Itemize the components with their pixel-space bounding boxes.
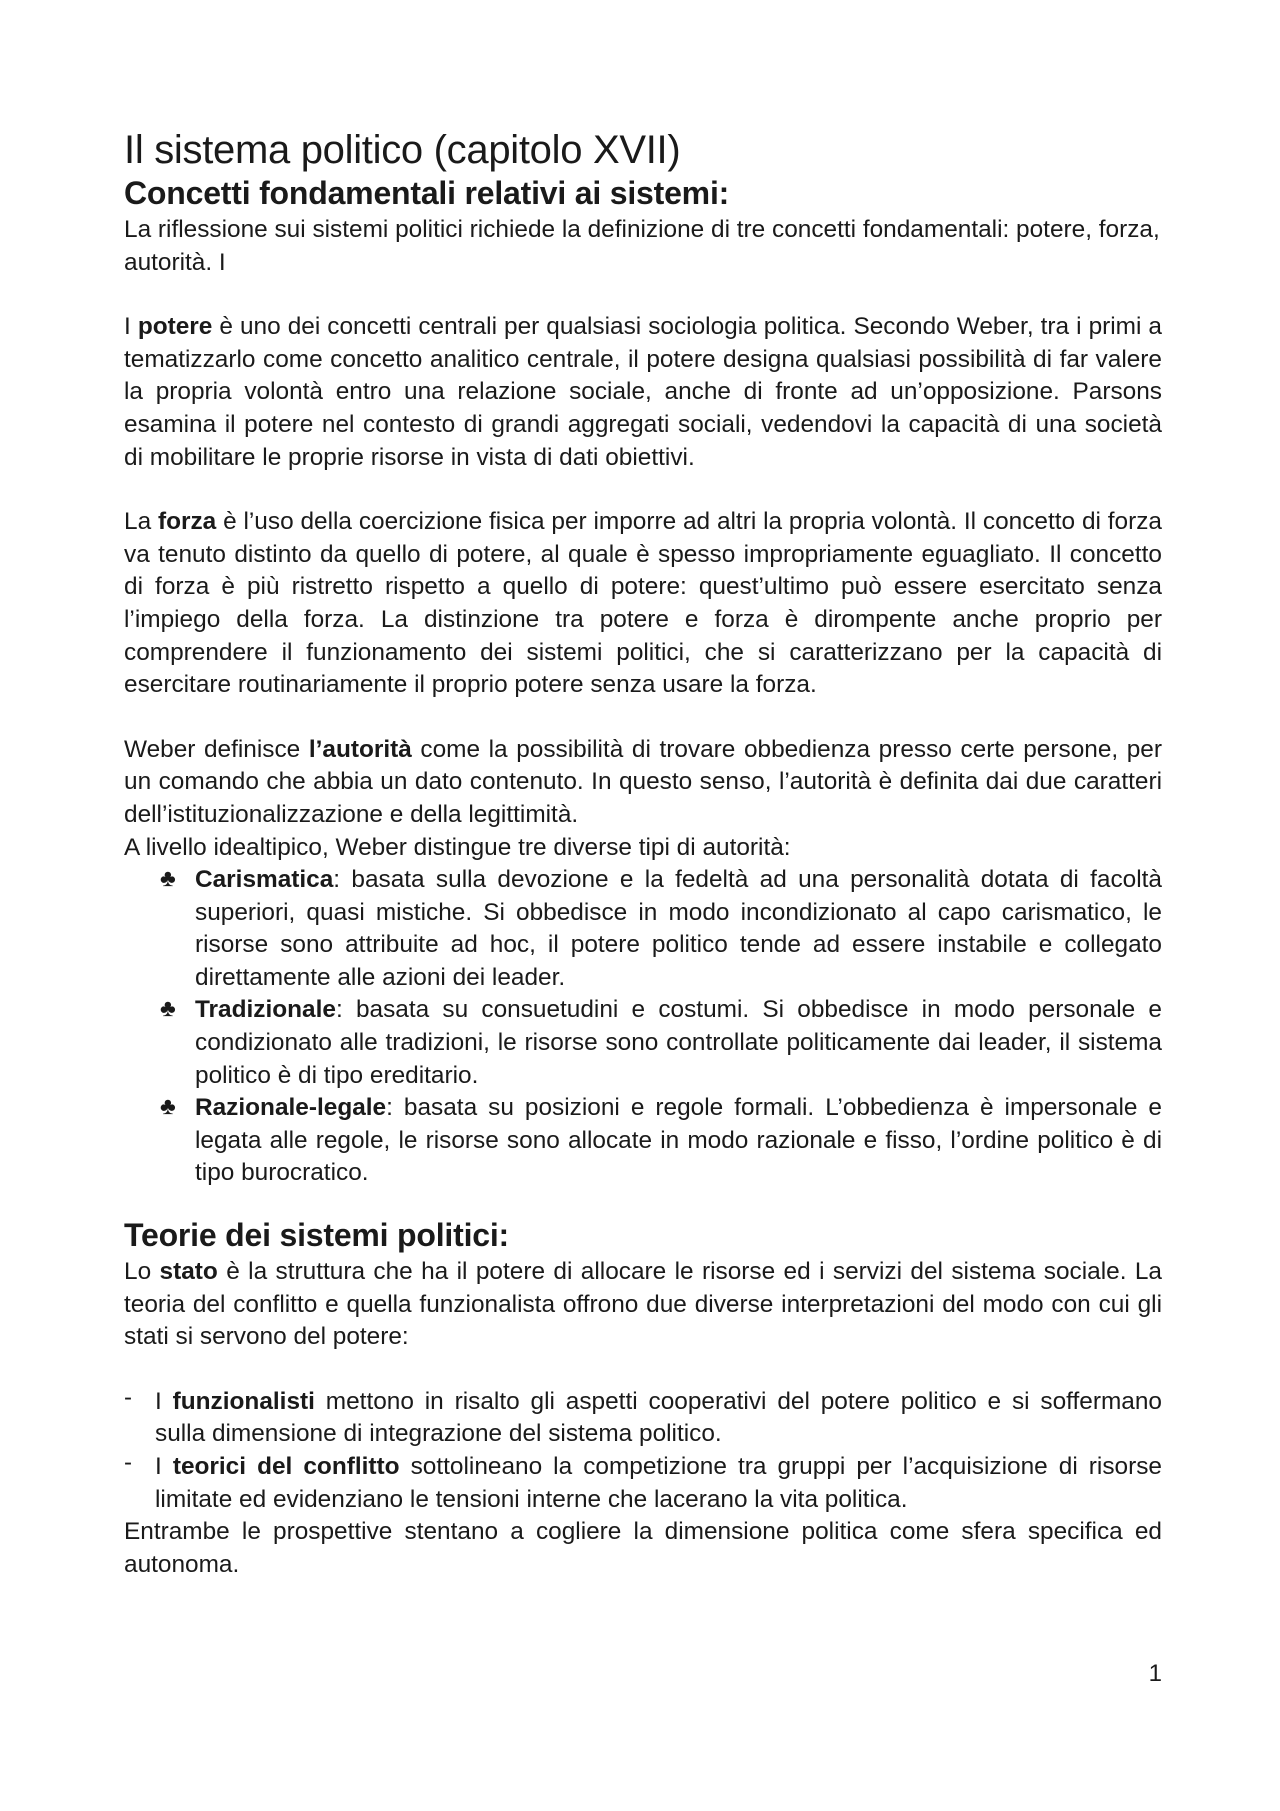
dash-bullet-icon: - [124, 1449, 132, 1476]
section-heading-concetti: Concetti fondamentali relativi ai sistemi: [124, 175, 730, 211]
term-forza: forza [157, 508, 217, 536]
term-autorita: l’autorità [308, 735, 412, 763]
perspectives-list [124, 1383, 1162, 1516]
list-item: ♣ Tradizionale: basata su consuetudini e costumi. Si obbedisce in modo personale e condizionato alle tradizioni, le risorse sono controllate politicamente dai leader, il sistema politico è di tipo ereditario. [160, 995, 1162, 1089]
club-bullet-icon: ♣ [160, 865, 176, 893]
types-intro: A livello idealtipico, Weber distingue tre diverse tipi di autorità: [124, 833, 791, 861]
section-heading-teorie: Teorie dei sistemi politici: [124, 1217, 510, 1254]
club-bullet-icon: ♣ [160, 1093, 176, 1121]
document-page [124, 126, 1162, 1581]
autorita-paragraph: Weber definisce l’autorità come la possibilità di trovare obbedienza presso certe persone, per un comando che abbia un dato contenuto. In questo senso, l’autorità è definita dai due caratteri dell’istituzionalizzazione e della legittimità. [124, 735, 1162, 828]
term-stato: stato [159, 1258, 218, 1286]
intro-paragraph: La riflessione sui sistemi politici richiede la definizione di tre concetti fondamentali: potere, forza, autorità. I [124, 216, 1160, 276]
list-item: - I teorici del conflitto sottolineano la competizione tra gruppi per l’acquisizione di risorse limitate ed evidenziano le tensioni interne che lacerano la vita politica. [124, 1449, 1162, 1513]
club-bullet-icon: ♣ [160, 995, 176, 1023]
conclusion-paragraph: Entrambe le prospettive stentano a cogliere la dimensione politica come sfera specifica ed autonoma. [124, 1518, 1162, 1578]
stato-paragraph: Lo stato è la struttura che ha il potere di allocare le risorse ed i servizi del sistema sociale. La teoria del conflitto e quella funzionalista offrono due diverse interpretazioni del modo con cui gli stati si servono del potere: [124, 1258, 1162, 1351]
term-potere: potere [137, 313, 213, 341]
potere-paragraph: I potere è uno dei concetti centrali per qualsiasi sociologia politica. Secondo Weber, tra i primi a tematizzarlo come concetto analitico centrale, il potere designa qualsiasi possibilità di far valere la propria volontà entro una relazione sociale, anche di fronte ad un’opposizione. Parsons esamina il potere nel contesto di grandi aggregati sociali, vedendovi la capacità di una società di mobilitare le proprie risorse in vista di dati obiettivi. [124, 313, 1162, 471]
forza-paragraph: La forza è l’uso della coercizione fisica per imporre ad altri la propria volontà. Il concetto di forza va tenuto distinto da quello di potere, al quale è spesso impropriamente eguagliato. Il concetto di forza è più ristretto rispetto a quello di potere: quest’ultimo può essere esercitato senza l’impiego della forza. La distinzione tra potere e forza è dirompente anche proprio per comprendere il funzionamento dei sistemi politici, che si caratterizzano per la capacità di esercitare routinariamente il proprio potere senza usare la forza. [124, 508, 1162, 699]
list-item: ♣ Carismatica: basata sulla devozione e la fedeltà ad una personalità dotata di facoltà superiori, quasi mistiche. Si obbedisce in modo incondizionato al capo carismatico, le risorse sono attribuite ad hoc, il potere politico tende ad essere instabile e collegato direttamente alle azioni dei leader. [160, 865, 1162, 991]
list-item: - I funzionalisti mettono in risalto gli aspetti cooperativi del potere politico e si soffermano sulla dimensione di integrazione del sistema politico. [124, 1383, 1162, 1448]
authority-types-list [124, 864, 1162, 1190]
dash-bullet-icon: - [124, 1383, 132, 1411]
page-title: Il sistema politico (capitolo XVII) [124, 128, 681, 172]
page-number: 1 [1148, 1660, 1162, 1687]
list-item: ♣ Razionale-legale: basata su posizioni e regole formali. L’obbedienza è impersonale e legata alle regole, le risorse sono allocate in modo razionale e fisso, l’ordine politico è di tipo burocratico. [160, 1093, 1162, 1187]
